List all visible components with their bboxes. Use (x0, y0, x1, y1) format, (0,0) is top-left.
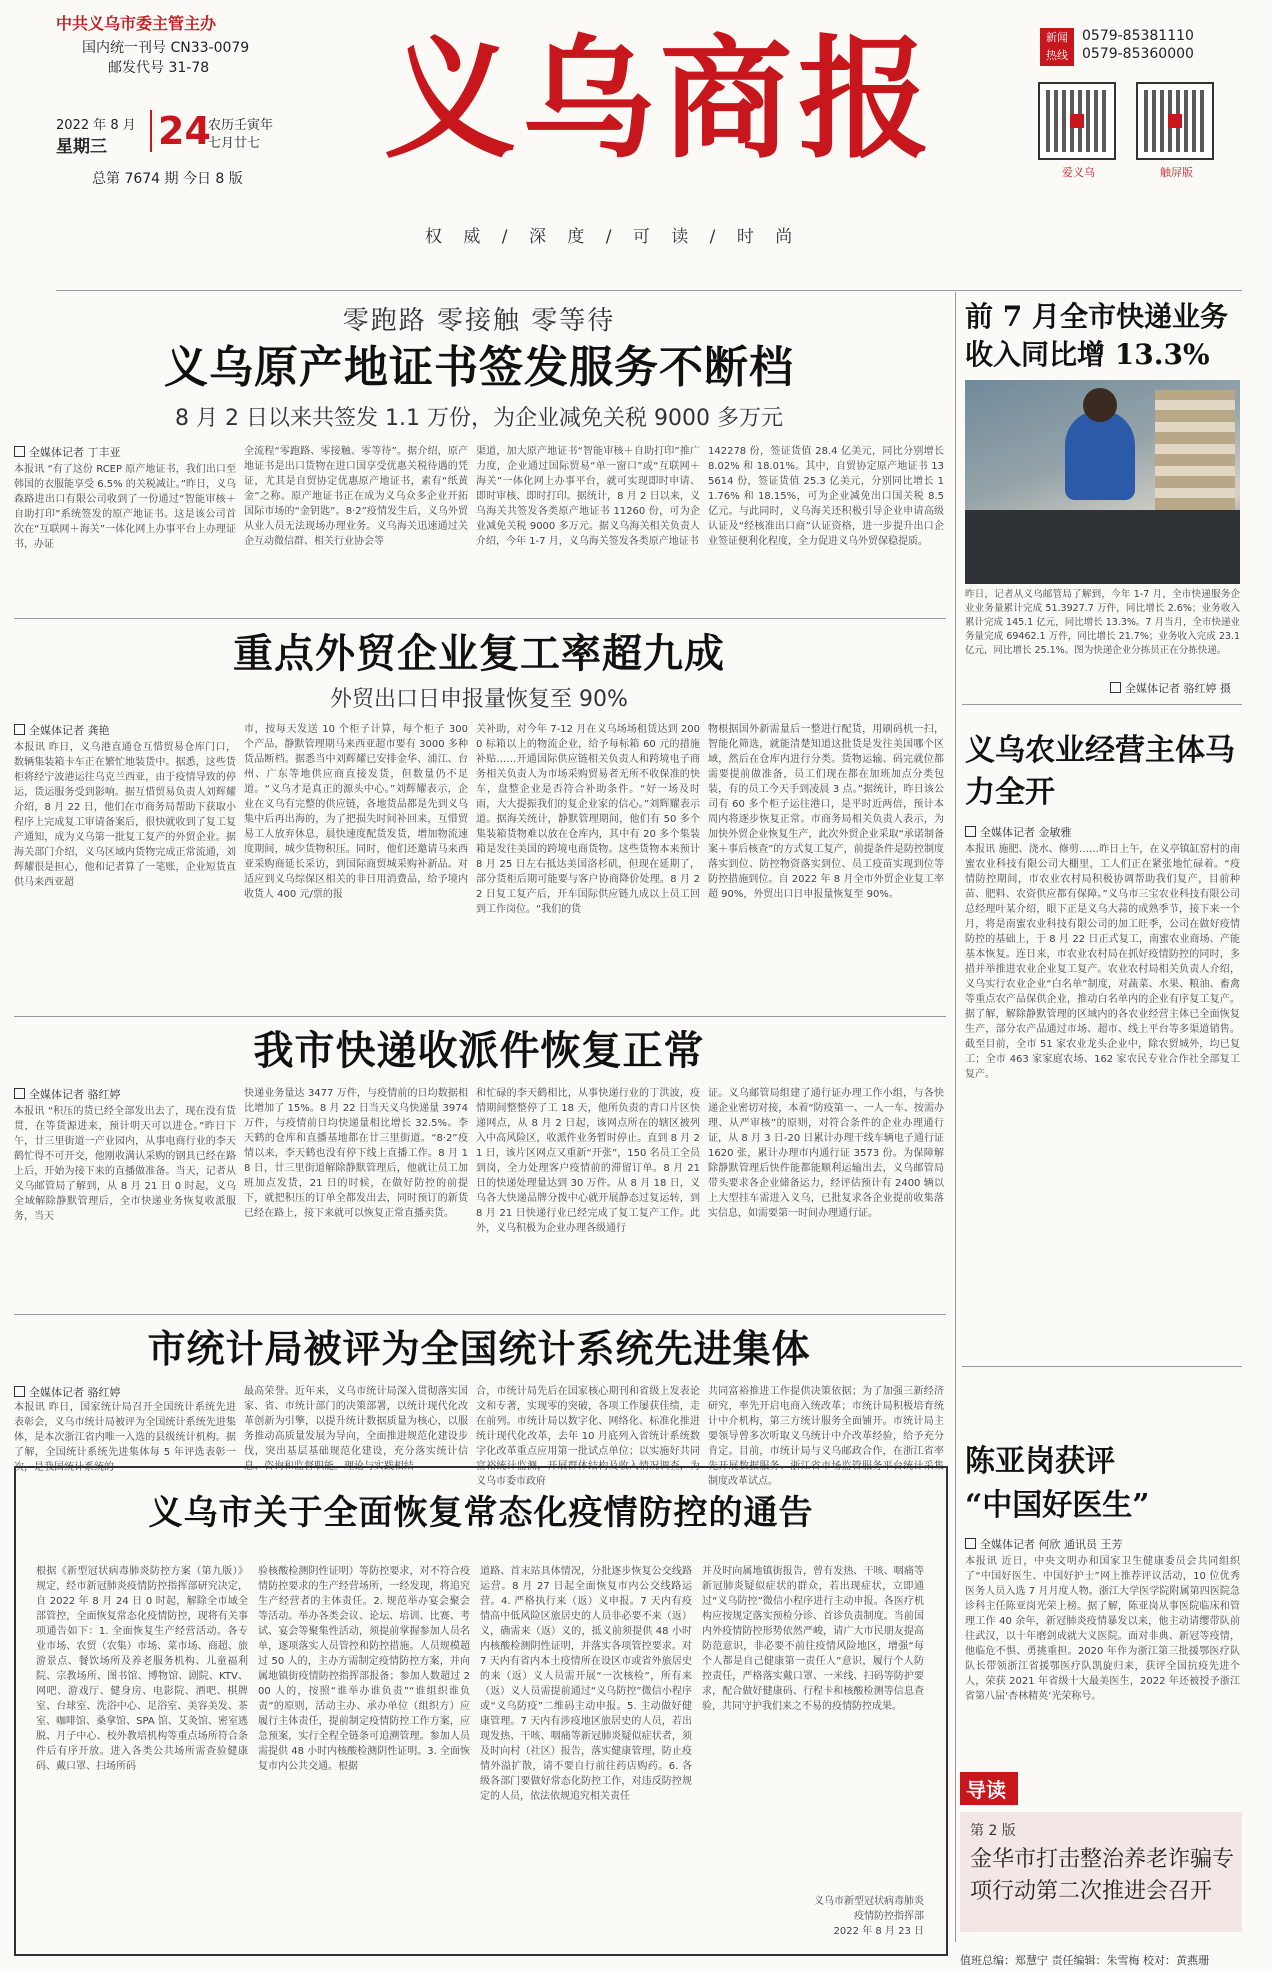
lunar-year: 农历壬寅年 (208, 118, 274, 133)
masthead (0, 0, 1272, 290)
notice-box (14, 1466, 948, 1956)
article-text: 本报讯 “积压的货已经全部发出去了，现在没有货贯，在等货源进来，预计明天可以进仓。”昨日下午，廿三里街道一产业园内，从事电商行业的李天鹤忙得不可开交，他刚收满认采购的钢具已经在路上后，开始为接下来的直播做准备。当天，记者从义乌邮管局了解到，从 8 月 21 日 0 时起，义乌全域解除静默管理后，全市快递业务恢复收派服务，当天 (14, 1106, 236, 1222)
article-text: 快递业务量达 3477 万件，与疫情前的日均数据相比增加了 15%。8 月 22 日当天义乌快递量 3974 万件，与疫情前日均快递量相比增长 32.5%。李天鹤的仓库和直播基地都在廿三里街道。“8·2”疫情以来，李天鹤也没有停下线上直播工作。8 月 18 日，廿三里街道解除静默管理后，他就让员工加班加点发货，21 日的时候，在做好防控的前提下，就把积压的订单全都发出去，同时预订的新货已经在路上，接下来就可以恢复正常直播卖货。 (244, 1088, 468, 1219)
postal-code: 邮发代号 31-78 (108, 60, 210, 76)
notice-signature (776, 1894, 924, 1939)
side-headline: 义乌农业经营主体马力全开 (965, 733, 1235, 810)
byline: 全媒体记者 骆红婷 摄 (1110, 680, 1231, 696)
article-text: 本报讯 “有了这份 RCEP 原产地证书，我们出口至韩国的衣服能享受 6.5% 的关税减让。”昨日，义乌森路进出口有限公司收到了一份通过“智能审核＋自助打印”系统签发的原产地证书。这是该公司首次在“互联网＋海关”一体化网上办事平台上办理证书，办证 (14, 464, 236, 550)
editor-footer: 值班总编：郑慧宁 责任编辑：朱雪梅 校对：黄燕珊 (960, 1954, 1209, 1967)
headline: 重点外贸企业复工率超九成 (233, 630, 725, 677)
newspaper-logo: 义乌商报 (384, 22, 936, 177)
byline: 全媒体记者 骆红婷 (14, 1086, 121, 1102)
article-text: 和忙碌的李天鹤相比，从事快递行业的丁洪波，疫情期间整整停了工 18 天，他所负责的青口片区快递网点，从 8 月 2 日起，该网点所在的辖区被列入中高风险区，收派件业务暂时停止。直到 8 月 21 日，该片区网点又重新“开张”，150 名员工全员到岗，全力处理客户疫情前的滞留订单。8 月 21 日的快递处理量达到 30 万件。从 8 月 18 日，义乌各大快递品牌分拨中心就开展静态过复运转，到 8 月 21 日快递行业已经完成了复工复产工作。此外，义乌积极为企业办理各级通行 (476, 1088, 700, 1234)
subheadline: 8 月 2 日以来共签发 1.1 万份，为企业减免关税 9000 多万元 (175, 406, 783, 431)
registration-number: 国内统一刊号 CN33-0079 (82, 40, 250, 56)
headline: 市统计局被评为全国统计系统先进集体 (147, 1326, 811, 1371)
article-text: 142278 份，签证货值 28.4 亿美元，同比分别增长 8.02% 和 18.01%。其中，自贸协定原产地证书 135614 份，签证货值 25.3 亿美元，分别同比增长 11.76% 和 18.15%，可为企业减免出口国关税 8.5 亿元。与此同时，义乌海关还积极引导企业申请高级认证及“经核准出口商”认证资格，进一步提升出口企业签证便利化程度，全力促进义乌外贸保稳提质。 (708, 446, 944, 547)
slogan: 权 威 / 深 度 / 可 读 / 时 尚 (425, 227, 801, 247)
notice-text: 并及时向属地镇街报告，曾有发热、干咳、咽痛等新冠肺炎疑似症状的群众，若出现症状，立即通过“义乌防控”微信小程序进行主动申报。各医疗机构应按规定落实预检分诊、首诊负责制度。当前国内外疫情防控形势依然严峻，请广大市民朋友提高防范意识，非必要不前往疫情风险地区，增强“每个人都是自己健康第一责任人”意识，履行个人防控责任，严格落实戴口罩、一米线、扫码等防护要求，配合做好健康码、行程卡和核酸检测等信息查验，共同守护我们来之不易的疫情防控成果。 (702, 1566, 924, 1712)
issue-number: 总第 7674 期 今日 8 版 (92, 171, 243, 187)
guide-page: 第 2 版 (970, 1823, 1016, 1839)
subheadline: 外贸出口日申报量恢复至 90% (330, 687, 628, 712)
article-text: 合，市统计局先后在国家核心期刊和省级上发表论文和专著，实现零的突破，各项工作屡获佳绩，走在前列。市统计局以数字化、网络化、标准化推进统计现代化改革，去年 10 月底列入省统计系统数字化改革重点应用第一批试点单位；以实施好共同富裕统计监测，开展群体结构及收入情况调查，为义乌市委市政府 (476, 1386, 700, 1487)
headline: 义乌原产地证书签发服务不断档 (164, 342, 794, 393)
side-headline: 前 7 月全市快递业务收入同比增 13.3% (965, 300, 1228, 371)
byline: 全媒体记者 骆红婷 (14, 1384, 121, 1400)
kicker: 零跑路 零接触 零等待 (342, 306, 616, 336)
notice-text: 道路、首末站具体情况，分批逐步恢复公交线路运营。8 月 27 日起全面恢复市内公交线路运营。4. 严格执行来（返）义申报。7 天内有疫情高中低风险区旅居史的人员非必要不来（返）义，确需来（返）义的，抵义前须提供 48 小时内核酸检测阴性证明，并落实各项管控要求。对 7 天内有省内本土疫情所在设区市或省外旅居史的来（返）义人员需开展“一次核检”，所有来（返）义人员需提前通过“义乌防控”微信小程序或“义乌防疫”二维码主动申报。5. 主动做好健康管理。7 天内有涉疫地区旅居史的人员，若出现发热、干咳、咽痛等新冠肺炎疑似症状者，须及时向村（社区）报告，落实健康管理，防止疫情外溢扩散，请不要自行前往药店购药。6. 各级各部门要做好常态化防控工作，对违反防控规定的人员，依法依规追究相关责任 (480, 1566, 692, 1802)
divider (962, 704, 1242, 705)
divider (56, 290, 1242, 291)
photo-caption: 昨日，记者从义乌邮管局了解到，今年 1-7 月，全市快递服务企业业务量累计完成 51.3927.7 万件，同比增长 2.6%；业务收入累计完成 145.1 亿元，同比增长 13.3%。7 月当月，全市快递业务量完成 69462.1 万件，同比增长 21.7%；业务收入完成 23.1 亿元，同比增长 25.1%。图为快递企业分拣员正在分拣快递。 (965, 589, 1240, 656)
weekday: 星期三 (56, 137, 107, 157)
article-statistics (14, 1322, 944, 1376)
lunar-day: 七月廿七 (208, 136, 261, 151)
divider (14, 1016, 946, 1017)
divider (14, 1314, 946, 1315)
news-photo[interactable] (965, 380, 1240, 584)
article-text: 最高荣誉。近年来，义乌市统计局深入贯彻落实国家、省、市统计部门的决策部署，以统计现代化改革创新为引擎，以提升统计数据质量为核心，以服务推动高质量发展为导向，全面推进规范化建设步伐，突出基层基础规范化建设，充分落实统计信息、咨询和监督职能。理论与实践相结 (244, 1386, 468, 1472)
date-line: 2022 年 8 月 (56, 118, 136, 133)
authority: 中共义乌市委主管主办 (56, 14, 217, 33)
divider (962, 1366, 1242, 1367)
article-express (14, 1024, 944, 1078)
byline: 全媒体记者 金敏雅 (965, 824, 1072, 840)
phone-1: 0579-85381110 (1082, 28, 1194, 44)
notice-text: 根据《新型冠状病毒肺炎防控方案（第九版）》规定，经市新冠肺炎疫情防控指挥部研究决定，自 2022 年 8 月 24 日 0 时起，解除全市域全部管控，全面恢复常态化疫情防控，现将有关事项通告如下：1. 全面恢复生产经营活动。各专业市场、农贸（农集）市场、菜市场、商超、旅游景点、餐饮场所及养老服务机构、儿童福利院、宗教场所、图书馆、博物馆、剧院、KTV、网吧、游戏厅、健身房、电影院、酒吧、棋牌室、台球室、洗浴中心、足浴室、美容美发、茶室、咖啡馆、桑拿馆、SPA 馆、艾灸馆、密室逃脱、月子中心、校外教培机构等重点场所符合条件后有序开放。进入各类公共场所需查验健康码、戴口罩、扫场所码 (36, 1566, 248, 1772)
phone-2: 0579-85360000 (1082, 46, 1194, 62)
headline: 我市快递收派件恢复正常 (253, 1027, 705, 1074)
divider (14, 618, 946, 619)
article-text: 关补助，对今年 7-12 月在义乌场场租赁达到 2000 标箱以上的物流企业，给予每标箱 60 元的措施补贴……开通国际供应链相关负责人和跨境电子商务相关负责人为市场采购贸易者无所不收保准的快车，盘整企业是否符合补助条件。“好一场及时雨，大大提振我们的复企业家的信心。”刘辉耀表示道。据海关统计，静默管理期间，他们有 50 多个集装箱货物难以放在仓库内，其中有 20 多个集装箱是发往美国的跨境电商货物。这些货物本来预计 8 月 25 日左右抵达美国洛杉矶，但现在延期了，部分货柜后期可能要与客户协商降价处理。8 月 22 日复工复产后，开车国际供应链九成以上员工回到工作岗位。“我们的货 (476, 724, 700, 915)
article-text: 本报讯 施肥、浇水、修剪……昨日上午，在义亭镇缸窑村的南蜜农业科技有限公司大棚里，工人们正在紧张地忙碌着。“疫情防控期间，市农业农村局积极协调帮助我们复产，目前种苗、肥料、农资供应都有保障。”义乌市三宝农业科技有限公司总经理叶某介绍，眼下正是义乌大蒜的成熟季节，接下来一个月，将是南蜜农业科技有限公司的加工旺季，公司在做好疫情防控的基础上，于 8 月 22 日正式复工，南蜜农业商场、产能基本恢复。连日来，市农业农村局在抓好疫情防控的同时，多措并举推进农业企业复工复产。农业农村局相关负责人介绍，义乌实行农业企业“白名单”制度，对蔬菜、水果、粮油、畜禽等重点农产品保供企业，推动白名单内的企业有序复工复产。据了解，解除静默管理的区域内的各农业经营主体已全面恢复生产，部分农产品通过市场、超市、线上平台等多渠道销售。截至目前，全市 51 家农业龙头企业中，除农贸城外，均已复工；全市 463 家家庭农场、162 家农民专业合作社全部复工复产。 (965, 844, 1240, 1080)
notice-title: 义乌市关于全面恢复常态化疫情防控的通告 (148, 1493, 814, 1533)
hotline-tag: 新闻 热线 (1040, 28, 1074, 66)
signature-line: 义乌市新型冠状病毒肺炎 (814, 1896, 924, 1907)
column-divider (955, 292, 956, 1942)
notice-text: 验核酸检测阴性证明）等防控要求，对不符合疫情防控要求的生产经营场所，一经发现，将追究生产经营者的主体责任。2. 规范举办宴会聚会等活动。举办各类会议、论坛、培训、比赛、考试、宴会等聚集性活动，须提前掌握参加人员名单，逐项落实人员管控和防控措施。人员规模超过 50 人的，主办方需制定疫情防控方案，并向属地镇街疫情防控指挥部报备；参加人数超过 200 人的，按照“谁举办谁负责”“谁组织谁负责”的原则，活动主办、承办单位（组织方）应履行主体责任，提前制定疫情防控工作方案，应急预案，实行全程全链条可追溯管理。参加人员需提供 48 小时内核酸检测阴性证明。3. 全面恢复市内公共交通。根据 (258, 1566, 470, 1772)
date-box (56, 110, 316, 156)
side-headline: “中国好医生” (965, 1488, 1150, 1523)
guide-title[interactable]: 金华市打击整治养老诈骗专项行动第二次推进会召开 (970, 1847, 1235, 1904)
signature-date: 2022 年 8 月 23 日 (833, 1926, 924, 1937)
article-text: 本报讯 昨日，义乌港直通仓互惜贸易仓库门口，数辆集装箱卡车正在繁忙地装货中。据悉，这些货柜将经宁波港运往乌克兰西亚，由于疫情导致的停运，货运服务受到影响。据互惜贸易负责人刘辉耀介绍，8 月 22 日，他们在市商务局帮助下获取小程序上完成复工审请备案后，很快就收到了复工复产通知，成为义乌第一批复工复产的外贸企业。据海关部门介绍，义乌区域内货物完成正常流通，刘辉耀很是担心，他和记者算了一笔账，企业短货直供马来西亚超 (14, 742, 236, 888)
publisher-info (56, 14, 316, 78)
article-text: 本报讯 昨日，国家统计局召开全国统计系统先进表彰会，义乌市统计局被评为全国统计系统先进集体，是本次浙江省内唯一入选的县级统计机构。据了解，全国统计系统先进集体每 5 年评选表彰一次，是我国统计系统的 (14, 1402, 236, 1473)
article-certificate (14, 300, 944, 432)
article-text: 渠道，加大原产地证书“智能审核＋自助打印”推广力度，企业通过国际贸易“单一窗口”或“互联网＋海关”一体化网上办事平台，就可实现即时申请、即时审核、即时打印。据统计，8 月 2 日以来，义乌海关共签发各类原产地证书 11260 份，可为企业减免关税 9000 多万元。据义乌海关相关负责人介绍，今年 1-7 月，义乌海关签发各类原产地证书 (476, 446, 700, 547)
article-foreign-trade (14, 628, 944, 713)
qr-code-icon[interactable] (1038, 82, 1116, 160)
side-headline: 陈亚岗获评 (965, 1444, 1115, 1479)
article-text: 本报讯 近日，中央文明办和国家卫生健康委员会共同组织了“中国好医生、中国好护士”网上推荐评议活动，10 位优秀医务人员入选 7 月月度人物。浙江大学医学院附属第四医院急诊科主任陈亚岗光荣上榜。据了解，陈亚岗从事医院临床和管理工作 40 余年，新冠肺炎疫情暴发以来，他主动请缨带队前往武汉，以十年磨剑成就大义医院。面对非典、新冠等疫情，他临危不惧、勇挑重担。2020 年作为浙江第三批援鄂医疗队队长带领浙江省援鄂医疗队凯旋归来，获评全国抗疫先进个人，荣获 2021 年省级十大最美医生，2022 年还被授予浙江省第八届‘杏林精英’光荣称号。 (965, 1556, 1240, 1702)
article-text: 共同富裕推进工作提供决策依据；为了加强三新经济研究，率先开启电商入统改革；市统计局积极培育统计中介机构，第三方统计服务全面铺开。市统计局主要领导曾多次听取义乌统计中介改革经验，给予充分肯定。目前，市统计局与义乌邮政合作，在浙江省率先开展数据服务、浙江省市场监管服务平台统计采集制度改革试点。 (708, 1386, 944, 1487)
byline: 全媒体记者 龚艳 (14, 722, 110, 738)
byline: 全媒体记者 何欣 通讯员 王芳 (965, 1536, 1123, 1552)
article-text: 全流程“零跑路、零接触、零等待”。据介绍，原产地证书是出口货物在进口国享受优惠关税待遇的凭证，尤其是自贸协定优惠原产地证书，素有“纸黄金”之称。原产地证书正在成为义乌众多企业开拓国际市场的“金钥匙”。8·2”疫情发生后，义乌外贸从业人员无法现场办理业务。义乌海关迅速通过关企互动微信群、相关行业协会等 (244, 446, 468, 547)
article-text: 市，按每天发送 10 个柜子计算，每个柜子 300 个产品，静默管理期马来西亚超市要有 3000 多种货品断档。据悉当中刘辉耀已安排金华、浦江、台州、广东等地供应商直接发货，但数量仍不足道。“义乌才是真正的源头中心。”刘辉耀表示，企业在义乌有完整的供应链，各地货品都是先到义乌集中后再出海的，为了把损失时间补回来，互惜贸易工人放弃休息，晨快速度配货发货，增加物流速度期间，城少货物积压。同时，他们还邀请马来西亚采购商延长采访，到国际商贸城采购补新品。对适应到义乌综保区相关的非日用消费品，给予境内收货人 400 元/票的报 (244, 724, 468, 900)
qr-label: 爱义乌 (1062, 166, 1095, 179)
qr-label: 触屏版 (1160, 166, 1193, 179)
signature-line: 疫情防控指挥部 (854, 1911, 924, 1922)
qr-code-icon[interactable] (1136, 82, 1214, 160)
guide-heading: 导读 (960, 1772, 1018, 1805)
byline: 全媒体记者 丁丰亚 (14, 444, 121, 460)
article-text: 物根据国外新需量后一整进行配货，用刷码机一扫，智能化筛选，就能清楚知道这批货是发往美国哪个区域，然后在仓库内进行分类。货物运输、码完就位都需要提前做准备，员工们现在都在加班加点分类包装，有的员工今天手到凌晨 3 点。”据统计，昨日该公司有 60 多个柜子运往港口，是平时近两倍，预计本周内将逐步恢复正常。市商务局相关负责人表示，为加快外贸企业恢复生产，此次外贸企业采取“承诺制备案＋事后核查”的方式复工复产，前提条件是防控制度落实到位、防控物资落实到位、员工疫苗实现到位等防控措施到位。自 2022 年 8 月全市外贸企业复工率超 90%，外贸出口日申报量恢复至 90%。 (708, 724, 944, 900)
day-number: 24 (150, 110, 211, 152)
article-text: 证。义乌邮管局组建了通行证办理工作小组，与各快递企业密切对接，本着“防疫第一、一人一车、按需办理、从严审核”的原则，对符合条件的企业办理通行证，从 8 月 3 日-20 日累计办理干线车辆电子通行证 1620 张，累计办理市内通行证 3573 份。为保障解除静默管理后快件能都能顺利运输出去，义乌邮管局带头要求各企业储备运力，经评估预计有 2400 辆以上大型挂车需进入义乌，已批复求各企业提前收集落实信息，如需要第一时间办理通行证。 (708, 1088, 944, 1219)
